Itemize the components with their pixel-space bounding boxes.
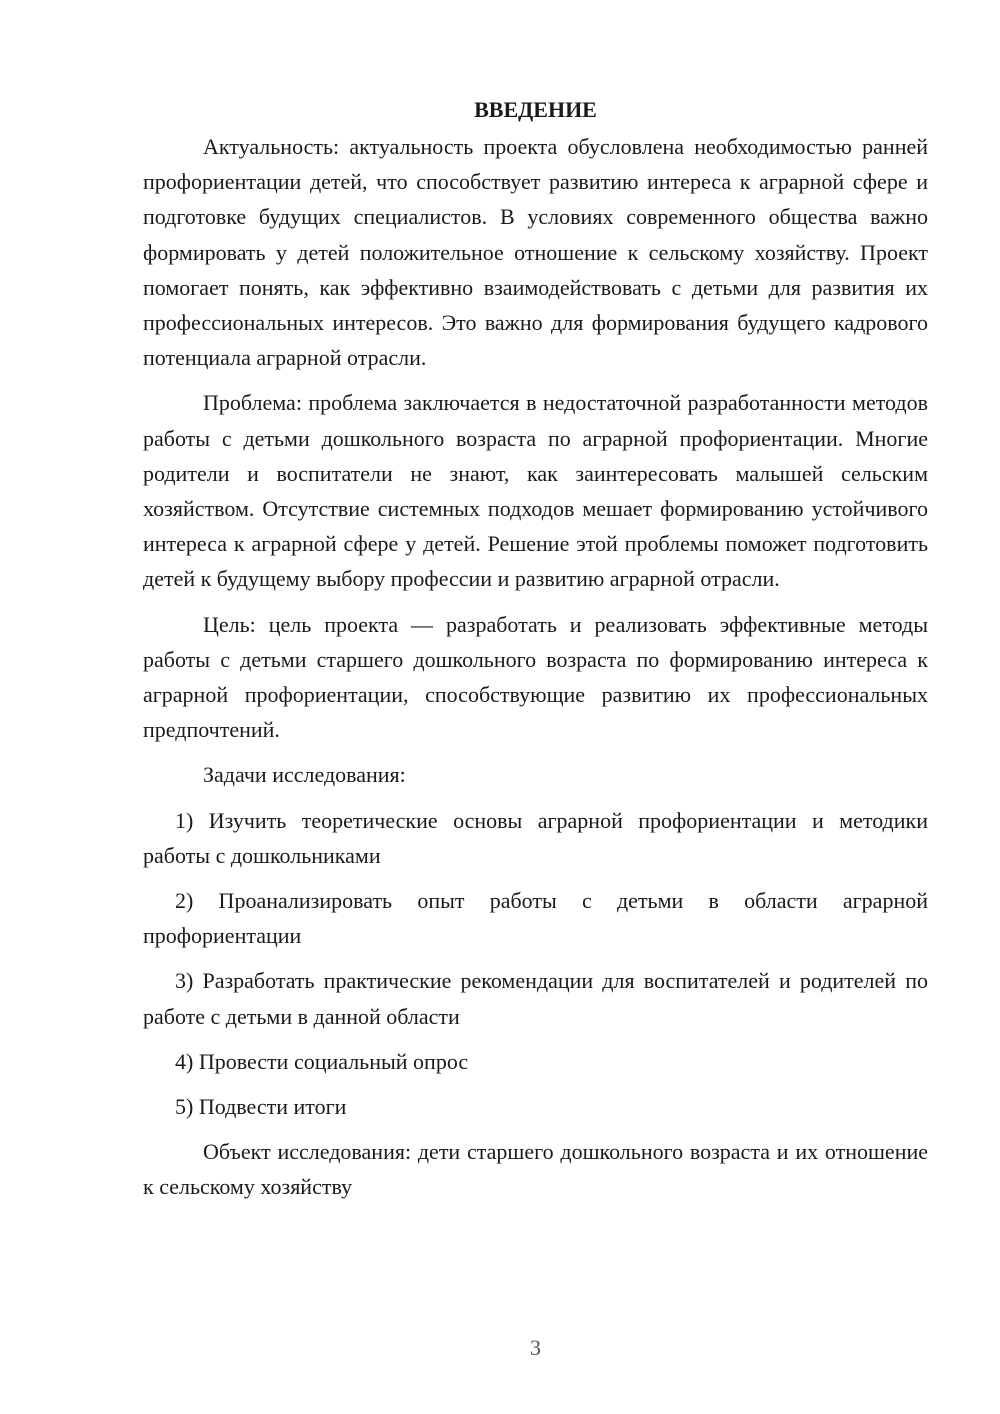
task-item-2: 2) Проанализировать опыт работы с детьми в области аграрной профориентации: [143, 888, 928, 949]
task-item-4: 4) Провести социальный опрос: [175, 1048, 469, 1074]
paragraph-problem: Проблема: проблема заключается в недостаточной разработанности методов работы с детьми дошкольного возраста по аграрной профориентации. Многие родители и воспитатели не знают, как заинтересовать малышей сельским хозяйством. Отсутствие системных подходов мешает формированию устойчивого интереса к аграрной сфере у детей. Решение этой проблемы поможет подготовить детей к будущему выбору профессии и развитию аграрной отрасли.: [143, 390, 928, 592]
task-item-1: 1) Изучить теоретические основы аграрной профориентации и методики работы с дошкольниками: [143, 807, 928, 868]
task-item-5: 5) Подвести итоги: [175, 1094, 347, 1120]
paragraph-object: Объект исследования: дети старшего дошкольного возраста и их отношение к сельскому хозяйству: [143, 1139, 928, 1200]
paragraph-relevance: Актуальность: актуальность проекта обусловлена необходимостью ранней профориентации детей, что способствует развитию интереса к аграрной сфере и подготовке будущих специалистов. В условиях современного общества важно формировать у детей положительное отношение к сельскому хозяйству. Проект помогает понять, как эффективно взаимодействовать с детьми для развития их профессиональных интересов. Это важно для формирования будущего кадрового потенциала аграрной отрасли.: [143, 134, 928, 371]
page-content: [143, 95, 928, 1215]
page-number: 3: [530, 1335, 541, 1360]
task-item-3: 3) Разработать практические рекомендации для воспитателей и родителей по работе с детьми в данной области: [143, 968, 928, 1029]
tasks-heading: Задачи исследования:: [203, 762, 406, 788]
paragraph-goal: Цель: цель проекта — разработать и реализовать эффективные методы работы с детьми старшего дошкольного возраста по формированию интереса к аграрной профориентации, способствующие развитию их профессиональных предпочтений.: [143, 611, 928, 743]
page-title: ВВЕДЕНИЕ: [474, 97, 597, 122]
